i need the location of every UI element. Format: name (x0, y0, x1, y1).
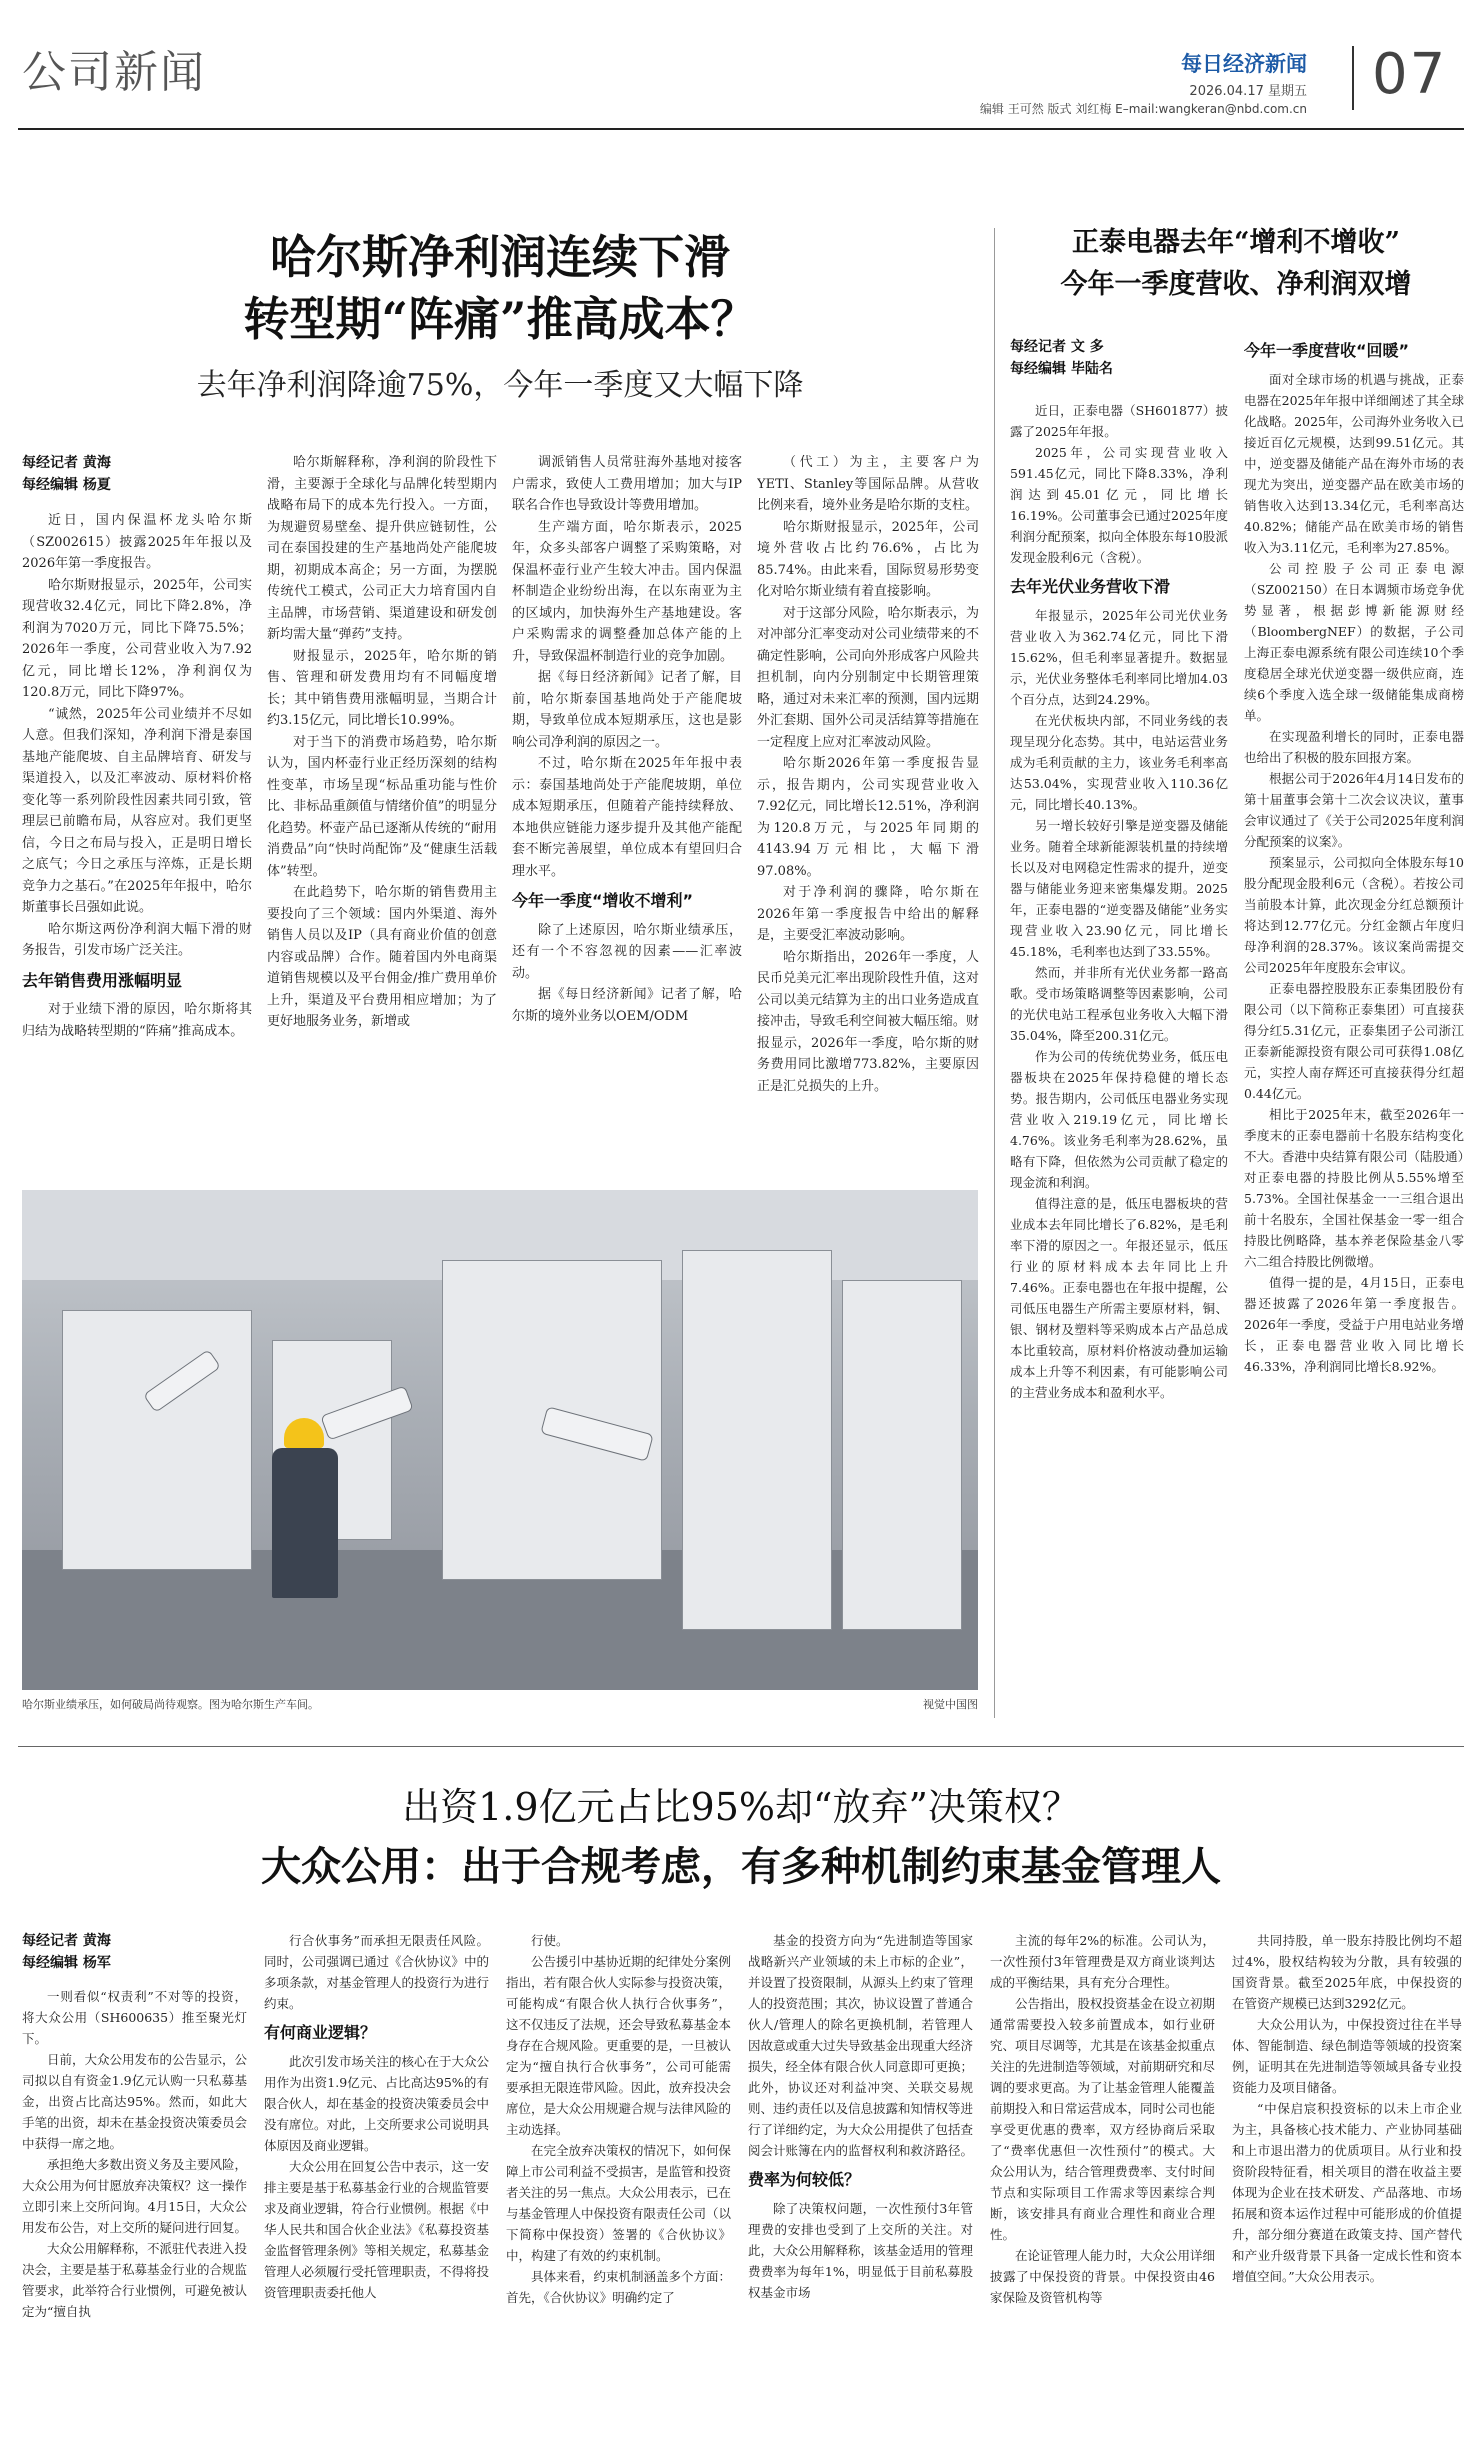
paragraph: 承担绝大多数出资义务及主要风险，大众公用为何甘愿放弃决策权？这一操作立即引来上交所问询。4月15日，大众公用发布公告，对上交所的疑问进行回复。 (22, 2157, 247, 2235)
article2-byline (1010, 336, 1230, 380)
paragraph: 值得一提的是，4月15日，正泰电器还披露了2026年第一季度报告。2026年一季度，受益于户用电站业务增长，正泰电器营业收入同比增长46.33%，净利润同比增长8.92%。 (1244, 1275, 1464, 1374)
article1-reporter: 每经记者 黄海 (22, 455, 111, 471)
paragraph: 主流的每年2%的标准。公司认为，一次性预付3年管理费是双方商业谈判达成的平衡结果，具有充分合理性。 (990, 1933, 1215, 1990)
article1-editor: 每经编辑 杨夏 (22, 477, 111, 493)
paragraph: “诚然，2025年公司业绩并不尽如人意。但我们深知，净利润下滑是泰国基地产能爬坡、自主品牌培育、研发与渠道投入，以及汇率波动、原材料价格变化等一系列阶段性因素共同引致，管理层已前瞻布局，从容应对。我们更坚信，今日之布局与投入，正是明日增长之底气；今日之承压与淬炼，正是长期竞争力之基石。”在2025年年报中，哈尔斯董事长吕强如此说。 (22, 706, 252, 915)
paragraph: 除了决策权问题，一次性预付3年管理费的安排也受到了上交所的关注。对此，大众公用解释称，该基金适用的管理费费率为每年1%，明显低于目前私募股权基金市场 (748, 2201, 973, 2300)
paragraph: 面对全球市场的机遇与挑战，正泰电器在2025年年报中详细阐述了其全球化战略。2025年，公司海外业务收入已接近百亿元规模，达到99.51亿元。其中，逆变器及储能产品在海外市场的表现尤为突出，逆变器产品在欧美市场的销售收入达到13.34亿元，毛利率高达40.82%；储能产品在欧美市场的销售收入为3.11亿元，毛利率为27.85%。 (1244, 372, 1464, 555)
paragraph: “中保启宸积投资标的以未上市企业为主，具备核心技术能力、产业协同基础和上市退出潜力的优质项目。从行业和投资阶段特征看，相关项目的潜在收益主要体现为企业在技术研发、产品落地、市场拓展和资本运作过程中可能形成的价值提升，部分细分赛道在政策支持、国产替代和产业升级背景下具备一定成长性和资本增值空间。”大众公用表示。 (1232, 2101, 1462, 2284)
paragraph: 对于业绩下滑的原因，哈尔斯将其归结为战略转型期的“阵痛”推高成本。 (22, 1002, 252, 1039)
worker (272, 1448, 338, 1598)
paragraph: 在光伏板块内部，不同业务线的表现呈现分化态势。其中，电站运营业务成为毛利贡献的主力，该业务毛利率高达53.04%，实现营业收入110.36亿元，同比增长40.13%。 (1010, 713, 1228, 812)
article2-title-line2: 今年一季度营收、净利润双增 (1060, 269, 1412, 300)
article3-title-line2: 大众公用：出于合规考虑，有多种机制约束基金管理人 (261, 1843, 1221, 1890)
paragraph: 哈尔斯财报显示，2025年，公司实现营收32.4亿元，同比下降2.8%，净利润为7020万元，同比下降75.5%；2026年一季度，公司营业收入为7.92亿元，同比增长12%，净利润仅为120.8万元，同比下降97%。 (22, 577, 252, 700)
article1-column-3 (512, 452, 742, 1182)
paragraph: 调派销售人员常驻海外基地对接客户需求，致使人工费用增加；加大与IP联名合作也导致设计等费用增加。 (512, 455, 742, 513)
paragraph: 对于这部分风险，哈尔斯表示，为对冲部分汇率变动对公司业绩带来的不确定性影响，公司向外形成客户风险共担机制，向内分别制定中长期管理策略，通过对未来汇率的预测，国内远期外汇套期、国外公司灵活结算等措施在一定程度上应对汇率波动风险。 (757, 605, 979, 750)
article3-section-heading-2: 费率为何较低？ (748, 2170, 861, 2189)
paragraph: 在实现盈利增长的同时，正泰电器也给出了积极的股东回报方案。 (1244, 729, 1464, 765)
paragraph: 年报显示，2025年公司光伏业务营业收入为362.74亿元，同比下滑15.62%，但毛利率显著提升。数据显示，光伏业务整体毛利率同比增加4.03个百分点，达到24.29%。 (1010, 608, 1228, 707)
paragraph: 近日，国内保温杯龙头哈尔斯（SZ002615）披露2025年年报以及2026年第一季度报告。 (22, 513, 252, 571)
paragraph: 大众公用认为，中保投资过往在半导体、智能制造、绿色制造等领域的投资案例，证明其在先进制造等领域具备专业投资能力及项目储备。 (1232, 2017, 1462, 2095)
paragraph: 据《每日经济新闻》记者了解，目前，哈尔斯泰国基地尚处于产能爬坡期，导致单位成本短期承压，这也是影响公司净利润的原因之一。 (512, 670, 742, 750)
paragraph: 公告指出，股权投资基金在设立初期通常需要投入较多前置成本，如行业研究、项目尽调等，尤其是在该基金拟重点关注的先进制造等领域，对前期研究和尽调的要求更高。为了让基金管理人能覆盖前期投入和日常运营成本，同时公司也能享受更优惠的费率，双方经协商后采取了“费率优惠但一次性预付”的模式。大众公用认为，结合管理费费率、支付时间节点和实际项目工作需求等因素综合判断，该安排具有商业合理性和商业合理性。 (990, 1996, 1215, 2242)
paragraph: 日前，大众公用发布的公告显示，公司拟以自有资金1.9亿元认购一只私募基金，出资占比高达95%。然而，如此大手笔的出资，却未在基金投资决策委员会中获得一席之地。 (22, 2052, 247, 2151)
article3-title-line1: 出资1.9亿元占比95%却“放弃”决策权？ (402, 1785, 1080, 1829)
article1-title-line2: 转型期“阵痛”推高成本？ (243, 292, 757, 346)
paragraph: 除了上述原因，哈尔斯业绩承压，还有一个不容忽视的因素——汇率波动。 (512, 922, 742, 981)
article3-byline (22, 1930, 247, 1974)
photo-caption: 哈尔斯业绩承压，如何破局尚待观察。图为哈尔斯生产车间。 (22, 1698, 319, 1711)
paragraph: 值得注意的是，低压电器板块的营业成本去年同比增长了6.82%，是毛利率下滑的原因之一。年报还显示，低压行业的原材料成本去年同比上升7.46%。正泰电器也在年报中提醒，公司低压电器生产所需主要原材料，铜、银、钢材及塑料等采购成本占产品总成本比重较高，原材料价格波动叠加运输成本上升等不利因素，有可能影响公司的主营业务成本和盈利水平。 (1010, 1196, 1228, 1400)
paragraph: 一则看似“权责利”不对等的投资，将大众公用（SH600635）推至聚光灯下。 (22, 1989, 247, 2046)
column-divider (994, 228, 995, 1718)
paragraph: 财报显示，2025年，哈尔斯的销售、管理和研发费用均有不同幅度增长；其中销售费用涨幅明显，当期合计约3.15亿元，同比增长10.99%。 (267, 648, 497, 728)
paragraph: 基金的投资方向为“先进制造等国家战略新兴产业领域的未上市标的企业”，并设置了投资限制，从源头上约束了管理人的投资范围；其次，协议设置了普通合伙人/管理人的除名更换机制，若管理人因故意或重大过失导致基金出现重大经济损失，经全体有限合伙人同意即可更换；此外，协议还对利益冲突、关联交易规则、违约责任以及信息披露和知情权等进行了详细约定，为大众公用提供了包括查阅会计账簿在内的监督权利和救济路径。 (748, 1933, 973, 2158)
paragraph: 公告援引中基协近期的纪律处分案例指出，若有限合伙人实际参与投资决策，可能构成“有限合伙人执行合伙事务”，这不仅违反了法规，还会导致私募基金本身存在合规风险。更重要的是，一旦被认定为“擅自执行合伙事务”，公司可能需要承担无限连带风险。因此，放弃投决会席位，是大众公用规避合规与法律风险的主动选择。 (506, 1954, 731, 2137)
paragraph: 哈尔斯财报显示，2025年，公司境外营收占比约76.6%，占比为85.74%。由此来看，国际贸易形势变化对哈尔斯业绩有着直接影响。 (757, 519, 979, 599)
paragraph: 然而，并非所有光伏业务都一路高歌。受市场策略调整等因素影响，公司的光伏电站工程承包业务收入大幅下滑35.04%，降至200.31亿元。 (1010, 965, 1228, 1043)
paragraph: （代工）为主，主要客户为YETI、Stanley等国际品牌。从营收比例来看，境外业务是哈尔斯的支柱。 (757, 455, 979, 513)
article3-reporter: 每经记者 黄海 (22, 1933, 111, 1949)
article2-section-heading-1: 去年光伏业务营收下滑 (1010, 577, 1171, 596)
paragraph: 据《每日经济新闻》记者了解，哈尔斯的境外业务以OEM/ODM (512, 987, 742, 1024)
paragraph: 另一增长较好引擎是逆变器及储能业务。随着全球新能源装机量的持续增长以及对电网稳定性需求的提升，逆变器与储能业务迎来密集爆发期。2025年，正泰电器的“逆变器及储能”业务实现营业收入23.90亿元，同比增长45.18%，毛利率也达到了33.55%。 (1010, 818, 1228, 959)
article2-column-A (1010, 400, 1228, 1710)
article1-column-4 (757, 452, 979, 1182)
article3-editor: 每经编辑 杨军 (22, 1955, 111, 1971)
paragraph: 预案显示，公司拟向全体股东每10股分配现金股利6元（含税）。若按公司当前股本计算，此次现金分红总额预计将达到12.77亿元。分红金额占年度归母净利润的28.37%。该议案尚需提交公司2025年年度股东会审议。 (1244, 855, 1464, 975)
article1-title-line1: 哈尔斯净利润连续下滑 (270, 230, 730, 284)
machine-block (842, 1280, 962, 1630)
paragraph: 对于当下的消费市场趋势，哈尔斯认为，国内杯壶行业正经历深刻的结构性变革，市场呈现“标品重功能与性价比、非标品重颜值与情绪价值”的明显分化趋势。杯壶产品已逐渐从传统的“耐用消费品”向“快时尚配饰”及“健康生活载体”转型。 (267, 734, 497, 879)
paragraph: 行合伙事务”而承担无限责任风险。同时，公司强调已通过《合伙协议》中的多项条款，对基金管理人的投资行为进行约束。 (264, 1933, 489, 2011)
paragraph: 大众公用解释称，不派驻代表进入投决会，主要是基于私募基金行业的合规监管要求，此举符合行业惯例，可避免被认定为“擅自执 (22, 2241, 247, 2319)
article3-column-5 (990, 1930, 1215, 2426)
paper-name: 每日经济新闻 (1181, 52, 1307, 76)
paragraph: 正泰电器控股股东正泰集团股份有限公司（以下简称正泰集团）可直接获得分红5.31亿元，正泰集团子公司浙江正泰新能源投资有限公司可获得1.08亿元，实控人南存辉还可直接获得分红超0.44亿元。 (1244, 981, 1464, 1101)
paragraph: 在完全放弃决策权的情况下，如何保障上市公司利益不受损害，是监管和投资者关注的另一焦点。大众公用表示，已在与基金管理人中保投资有限责任公司（以下简称中保投资）签署的《合伙协议》中，构建了有效的约束机制。 (506, 2143, 731, 2263)
paragraph: 具体来看，约束机制涵盖多个方面：首先，《合伙协议》明确约定了 (506, 2269, 731, 2305)
article3-column-6 (1232, 1930, 1462, 2426)
paragraph: 共同持股，单一股东持股比例均不超过4%，股权结构较为分散，具有较强的国资背景。截至2025年底，中保投资的在管资产规模已达到3292亿元。 (1232, 1933, 1462, 2011)
photo-credit: 视觉中国图 (923, 1698, 978, 1711)
paragraph: 公司控股子公司正泰电源（SZ002150）在日本调频市场竞争优势显著，根据彭博新能源财经（BloombergNEF）的数据，子公司上海正泰电源系统有限公司连续10个季度稳居全球光伏逆变器一级供应商，连续6个季度入选全球一级储能集成商榜单。 (1244, 561, 1464, 723)
machine-block (62, 1310, 252, 1570)
article1-column-1 (22, 510, 252, 1182)
section-title: 公司新闻 (22, 47, 206, 98)
paragraph: 近日，正泰电器（SH601877）披露了2025年年报。 (1010, 403, 1228, 439)
paragraph: 哈尔斯指出，2026年一季度，人民币兑美元汇率出现阶段性升值，这对公司以美元结算为主的出口业务造成直接冲击，导致毛利空间被大幅压缩。财报显示，2026年一季度，哈尔斯的财务费用同比激增773.82%，主要原因正是汇兑损失的上升。 (757, 949, 979, 1094)
paragraph: 哈尔斯这两份净利润大幅下滑的财务报告，引发市场广泛关注。 (22, 921, 252, 958)
article3-column-3 (506, 1930, 731, 2426)
paragraph: 不过，哈尔斯在2025年年报中表示：泰国基地尚处于产能爬坡期，单位成本短期承压，但随着产能持续释放、本地供应链能力逐步提升及其他产能配套不断完善展望，单位成本有望回归合理水平。 (512, 756, 742, 879)
article2-title-line1: 正泰电器去年“增利不增收” (1071, 227, 1401, 258)
article1-byline (22, 452, 252, 496)
article3-column-4 (748, 1930, 973, 2426)
paragraph: 大众公用在回复公告中表示，这一安排主要是基于私募基金行业的合规监管要求及商业逻辑，符合行业惯例。根据《中华人民共和国合伙企业法》《私募投资基金监督管理条例》等相关规定，私募基金管理人必须履行受托管理职责，不得将投资管理职责委托他人 (264, 2159, 489, 2300)
paragraph: 哈尔斯解释称，净利润的阶段性下滑，主要源于全球化与品牌化转型期内战略布局下的成本先行投入。一方面，为规避贸易壁垒、提升供应链韧性，公司在泰国投建的生产基地尚处产能爬坡期，初期成本高企；另一方面，为摆脱传统代工模式，公司正大力培育国内自主品牌，市场营销、渠道建设和研发创新均需大量“弹药”支持。 (267, 455, 497, 642)
article2-column-B (1244, 340, 1464, 1710)
paragraph: 根据公司于2026年4月14日发布的第十届董事会第十二次会议决议，董事会审议通过了《关于公司2025年度利润分配预案的议案》。 (1244, 771, 1464, 849)
paragraph: 在论证管理人能力时，大众公用详细披露了中保投资的背景。中保投资由46家保险及资管机构等 (990, 2248, 1215, 2305)
article1-subtitle: 去年净利润降逾75%，今年一季度又大幅下降 (196, 368, 804, 403)
paragraph: 行使。 (531, 1933, 569, 1948)
page-number: 07 (1372, 42, 1448, 107)
paragraph: 生产端方面，哈尔斯表示，2025年，众多头部客户调整了采购策略，对保温杯壶行业产生较大冲击。国内保温杯制造企业纷纷出海，在以东南亚为主的区域内，加快海外生产基地建设。客户采购需求的调整叠加总体产能的上升，导致保温杯制造行业的竞争加剧。 (512, 519, 742, 664)
paragraph: 哈尔斯2026年第一季度报告显示，报告期内，公司实现营业收入7.92亿元，同比增长12.51%，净利润为120.8万元，与2025年同期的4143.94万元相比，大幅下滑97.08%。 (757, 756, 979, 879)
masthead-divider (1352, 46, 1354, 110)
issue-date: 2026.04.17 星期五 (1189, 84, 1307, 99)
paragraph: 对于净利润的骤降，哈尔斯在2026年第一季度报告中给出的解释是，主要受汇率波动影响。 (757, 885, 979, 943)
factory-photo (22, 1190, 978, 1690)
article3-column-2 (264, 1930, 489, 2426)
paragraph: 相比于2025年末，截至2026年一季度末的正泰电器前十名股东结构变化不大。香港中央结算有限公司（陆股通）对正泰电器的持股比例从5.55%增至5.73%。全国社保基金一一三组合退出前十名股东，全国社保基金一零一组合持股比例略降，基本养老保险基金八零六二组合持股比例微增。 (1244, 1107, 1464, 1269)
article1-column-2 (267, 452, 497, 1182)
article2-editor: 每经编辑 毕陆名 (1010, 361, 1113, 377)
article2-reporter: 每经记者 文 多 (1010, 339, 1104, 355)
machine-block (682, 1250, 832, 1630)
paragraph: 作为公司的传统优势业务，低压电器板块在2025年保持稳健的增长态势。报告期内，公司低压电器业务实现营业收入219.19亿元，同比增长4.76%。该业务毛利率为28.62%，虽略有下降，但依然为公司贡献了稳定的现金流和利润。 (1010, 1049, 1228, 1190)
editors-line: 编辑 王可然 版式 刘红梅 E–mail:wangkeran@nbd.com.cn (979, 102, 1307, 116)
article1-section-heading-1: 去年销售费用涨幅明显 (22, 970, 183, 990)
article3-column-1 (22, 1986, 247, 2426)
paragraph: 在此趋势下，哈尔斯的销售费用主要投向了三个领域：国内外渠道、海外销售人员以及IP（具有商业价值的创意内容或品牌）合作。随着国内外电商渠道销售规模以及平台佣金/推广费用单价上升，渠道及平台费用相应增加；为了更好地服务业务，新增或 (267, 885, 497, 1029)
paragraph: 2025年，公司实现营业收入591.45亿元，同比下降8.33%，净利润达到45.01亿元，同比增长16.19%。公司董事会已通过2025年度利润分配预案，拟向全体股东每10股派发现金股利6元（含税）。 (1010, 445, 1228, 565)
paragraph: 此次引发市场关注的核心在于大众公用作为出资1.9亿元、占比高达95%的有限合伙人，却在基金的投资决策委员会中没有席位。对此，上交所要求公司说明具体原因及商业逻辑。 (264, 2054, 489, 2153)
masthead-rule (18, 128, 1464, 130)
article2-section-heading-2: 今年一季度营收“回暖” (1244, 341, 1410, 360)
section-divider (18, 1746, 1464, 1747)
article1-section-heading-2: 今年一季度“增收不增利” (512, 891, 694, 910)
article3-section-heading-1: 有何商业逻辑？ (264, 2023, 377, 2042)
